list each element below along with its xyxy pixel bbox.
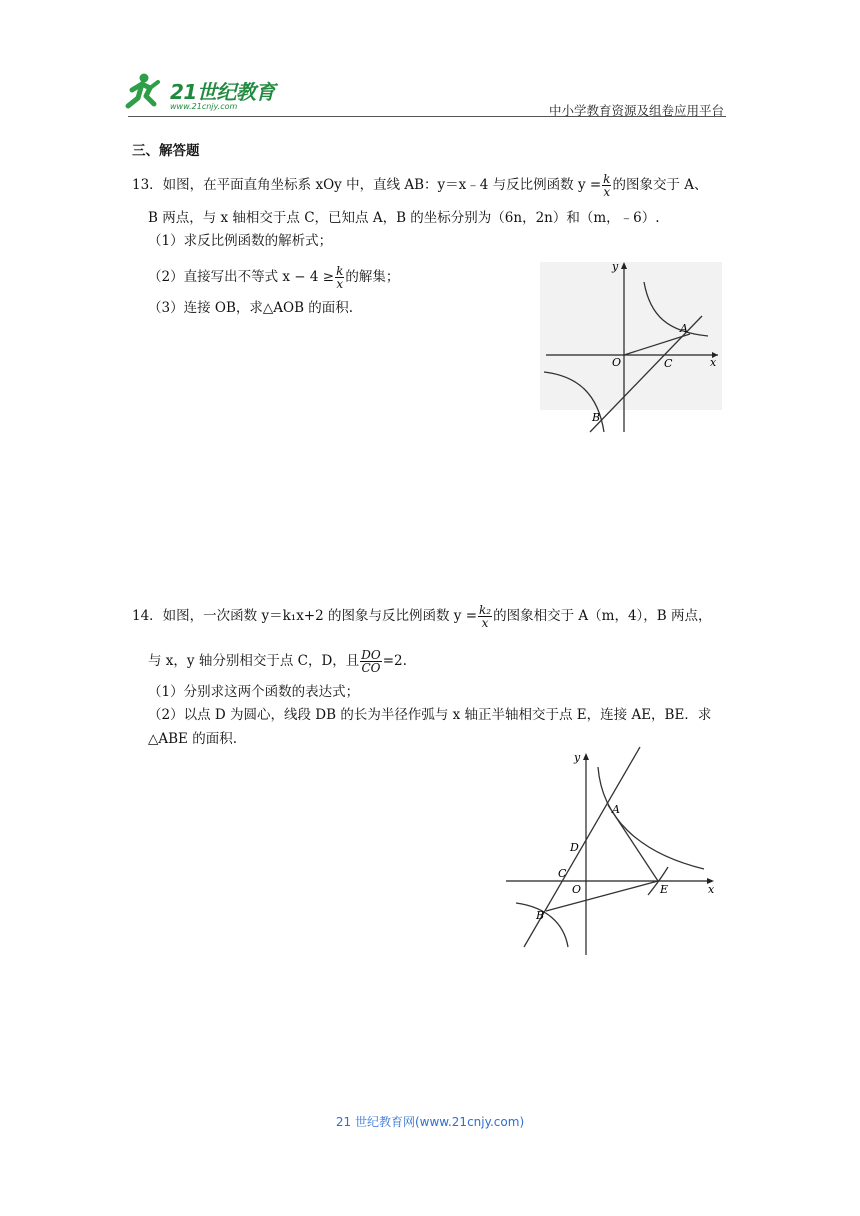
q13-part2-pre: （2）直接写出不等式 x − 4 ≥: [148, 269, 335, 285]
q13-line2: B 两点，与 x 轴相交于点 C，已知点 A，B 的坐标分别为（6n，2n）和（m，﹣6）.: [148, 210, 660, 226]
q14-part1: （1）分别求这两个函数的表达式；: [148, 684, 360, 700]
q14-line1-post: 的图象相交于 A（m，4），B 两点，: [493, 608, 712, 624]
q13-fraction-k-over-x-2: [335, 265, 344, 290]
section-title: 三、解答题: [132, 143, 200, 159]
q14-frac2-den: CO: [361, 661, 381, 675]
q13-label-B: B: [592, 411, 601, 424]
q14-hyperbola-q1: [598, 767, 704, 869]
q14-line1-pre: 14．如图，一次函数 y＝k₁x+2 的图象与反比例函数 y =: [132, 608, 478, 624]
q14-frac1-den: x: [481, 616, 489, 630]
q13-part2-post: 的解集；: [345, 269, 400, 285]
header-rule: [128, 116, 726, 117]
q13-figure: [538, 254, 728, 436]
q13-label-C: C: [664, 357, 673, 370]
q13-label-x: x: [710, 356, 717, 369]
footer-link[interactable]: 21 世纪教育网(www.21cnjy.com): [335, 1115, 525, 1129]
q14-line2-post: =2.: [382, 653, 407, 669]
q13-label-y: y: [612, 260, 619, 273]
q14-segment-AE: [608, 805, 658, 881]
q14-label-E: E: [660, 883, 669, 896]
q14-part2-line1: （2）以点 D 为圆心，线段 DB 的长为半径作弧与 x 轴正半轴相交于点 E，连接 AE，BE．求: [148, 707, 712, 723]
logo-url: www.21cnjy.com: [170, 102, 238, 111]
logo-text: 21世纪教育: [170, 80, 275, 104]
q13-part1: （1）求反比例函数的解析式；: [148, 233, 333, 249]
q13-part3: （3）连接 OB，求△AOB 的面积.: [148, 300, 354, 316]
q13-label-O: O: [612, 356, 622, 369]
q14-fraction-k2-over-x: [478, 604, 492, 629]
q13-frac2-num: k: [336, 264, 344, 278]
q14-figure: [502, 745, 724, 957]
q13-frac1-den: x: [603, 185, 611, 199]
q13-label-A: A: [680, 322, 688, 335]
logo: [124, 70, 294, 116]
q14-line2-pre: 与 x，y 轴分别相交于点 C，D，且: [148, 653, 360, 669]
platform-name: 中小学教育资源及组卷应用平台: [548, 103, 724, 118]
q13-frac2-den: x: [336, 277, 344, 291]
q13-fraction-k-over-x: [602, 173, 611, 198]
q14-frac1-num: k₂: [479, 603, 492, 617]
q13-part2: [148, 265, 399, 290]
q14-label-B: B: [536, 909, 545, 922]
q14-label-y: y: [574, 751, 581, 764]
q14-label-A: A: [612, 803, 620, 816]
q14-label-C: C: [558, 867, 567, 880]
q13-line1-post: 的图象交于 A、: [612, 177, 708, 193]
q13-frac1-num: k: [603, 172, 611, 186]
q14-label-D: D: [570, 841, 579, 854]
q14-frac2-num: DO: [361, 648, 381, 662]
q14-fraction-DO-over-CO: [360, 649, 381, 674]
q14-segment-BE: [546, 881, 658, 911]
q13-line1: [132, 173, 708, 198]
q14-label-x: x: [708, 883, 715, 896]
q13-line1-pre: 13．如图，在平面直角坐标系 xOy 中，直线 AB：y＝x﹣4 与反比例函数 y =: [132, 177, 602, 193]
q14-label-O: O: [572, 883, 582, 896]
q14-line1: [132, 604, 712, 629]
q14-line2: [148, 649, 407, 674]
q14-part2-line2: △ABE 的面积.: [148, 731, 237, 747]
